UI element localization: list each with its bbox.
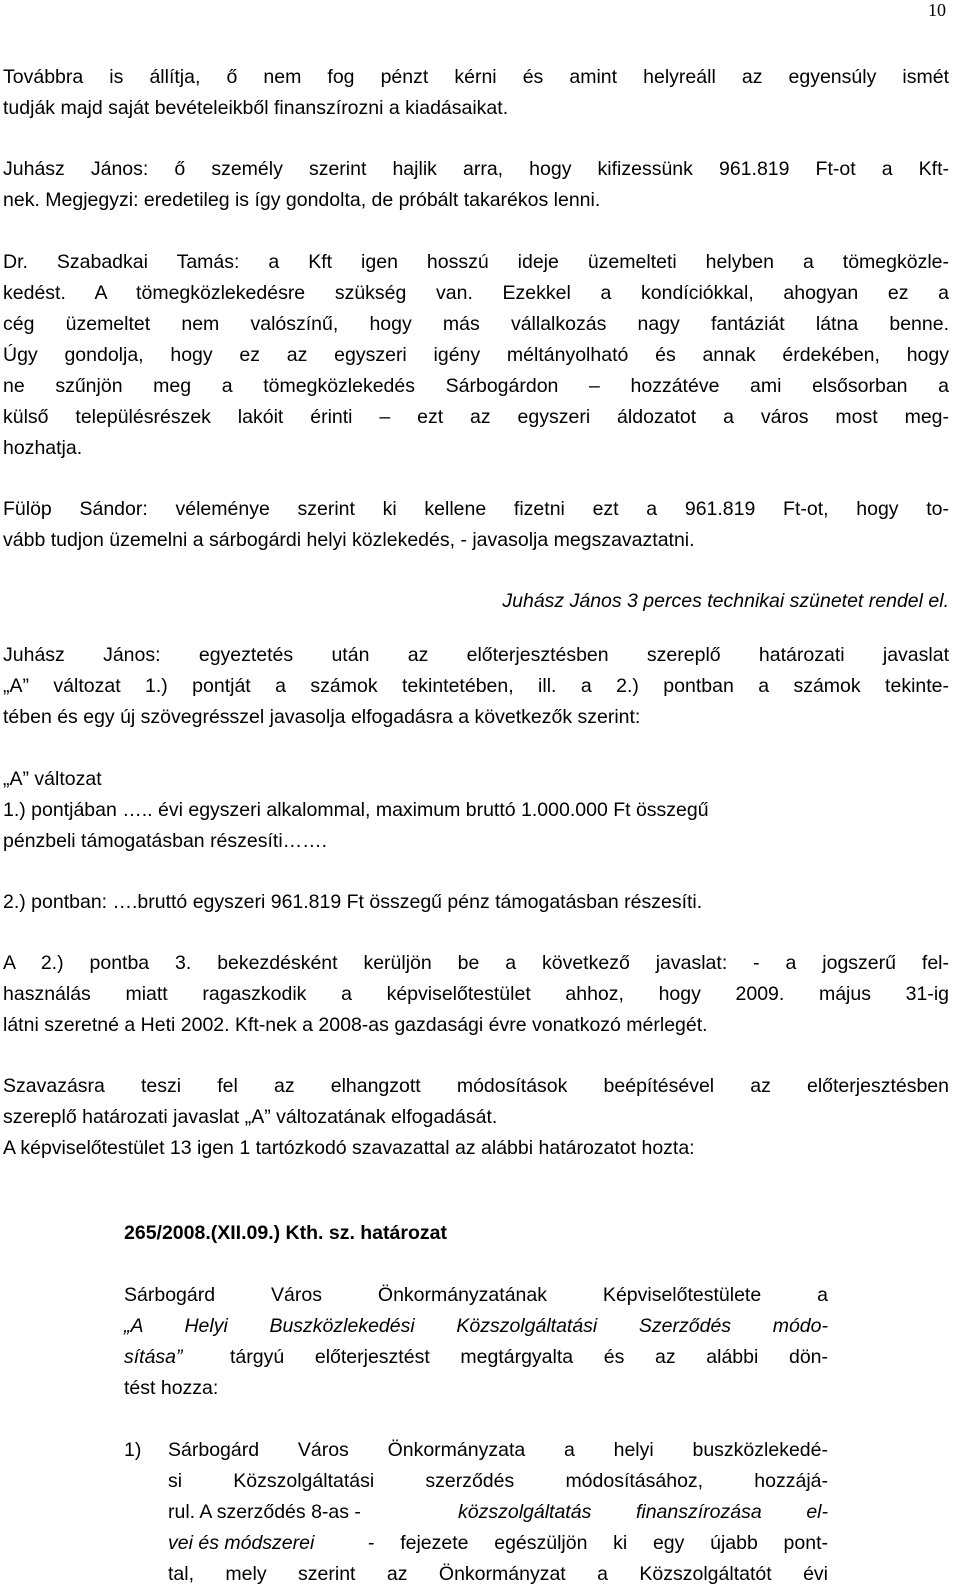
list-item-text: tal, mely szerint az Önkormányzat a Közszolgáltatót évi [168,1563,828,1585]
text-line: „A” változat 1.) pontját a számok tekintetében, ill. a 2.) pontban a számok tekinte- [3,675,949,697]
text-line: külső településrészek lakóit érinti – ezt az egyszeri áldozatot a város most meg- [3,406,949,428]
text-line: hozhatja. [3,437,83,459]
text-line: A képviselőtestület 13 igen 1 tartózkodó szavazattal az alábbi határozatot hozta: [3,1137,695,1159]
text-line: kedést. A tömegközlekedésre szükség van. Ezekkel a kondíciókkal, ahogyan ez a [3,282,949,304]
document-title: sítása” [124,1346,183,1368]
page-number: 10 [928,0,946,20]
text-line: pénzbeli támogatásban részesíti……. [3,830,328,852]
procedural-note: Juhász János 3 perces technikai szünetet rendel el. [502,590,949,612]
list-item-text: - fejezete egészüljön ki egy újabb pont- [368,1532,828,1554]
list-item-text: Sárbogárd Város Önkormányzata a helyi buszközlekedé- [168,1439,828,1461]
list-item-text: vei és módszerei [168,1532,315,1554]
text-line: szereplő határozati javaslat „A” változatának elfogadását. [3,1106,498,1128]
text-line: tében és egy új szövegrésszel javasolja elfogadásra a következők szerint: [3,706,641,728]
list-item-text: közszolgáltatás finanszírozása el- [458,1501,828,1523]
text-line: Dr. Szabadkai Tamás: a Kft igen hosszú ideje üzemelteti helyben a tömegközle- [3,251,949,273]
resolution-number: 265/2008.(XII.09.) Kth. sz. határozat [124,1222,447,1244]
text-line: tudják majd saját bevételeikből finanszírozni a kiadásaikat. [3,97,509,119]
document-title: „A Helyi Buszközlekedési Közszolgáltatási Szerződés módo- [124,1315,828,1337]
text-line: tést hozza: [124,1377,219,1399]
text-line: cég üzemeltet nem valószínű, hogy más vállalkozás nagy fantáziát látna benne. [3,313,949,335]
text-line: tárgyú előterjesztést megtárgyalta és az alábbi dön- [230,1346,828,1368]
text-line: Fülöp Sándor: véleménye szerint ki kellene fizetni ezt a 961.819 Ft-ot, hogy to- [3,498,949,520]
text-line: Úgy gondolja, hogy ez az egyszeri igény méltányolható és annak érdekében, hogy [3,344,949,366]
variant-heading: „A” változat [3,768,102,790]
text-line: használás miatt ragaszkodik a képviselőtestület ahhoz, hogy 2009. május 31-ig [3,983,949,1005]
text-line: A 2.) pontba 3. bekezdésként kerüljön be a következő javaslat: - a jogszerű fel- [3,952,949,974]
text-line: Továbbra is állítja, ő nem fog pénzt kérni és amint helyreáll az egyensúly ismét [3,66,949,88]
text-line: 2.) pontban: ….bruttó egyszeri 961.819 Ft összegű pénz támogatásban részesíti. [3,891,703,913]
text-line: látni szeretné a Heti 2002. Kft-nek a 2008-as gazdasági évre vonatkozó mérlegét. [3,1014,708,1036]
text-line: ne szűnjön meg a tömegközlekedés Sárbogárdon – hozzátéve ami elsősorban a [3,375,949,397]
text-line: Juhász János: egyeztetés után az előterjesztésben szereplő határozati javaslat [3,644,949,666]
text-line: nek. Megjegyzi: eredetileg is így gondolta, de próbált takarékos lenni. [3,189,601,211]
list-item-number: 1) [124,1439,142,1461]
list-item-text: si Közszolgáltatási szerződés módosításához, hozzájá- [168,1470,828,1492]
text-line: Szavazásra teszi fel az elhangzott módosítások beépítésével az előterjesztésben [3,1075,949,1097]
text-line: Juhász János: ő személy szerint hajlik arra, hogy kifizessünk 961.819 Ft-ot a Kft- [3,158,949,180]
list-item-text: rul. A szerződés 8-as - [168,1501,361,1523]
text-line: Sárbogárd Város Önkormányzatának Képviselőtestülete a [124,1284,828,1306]
text-line: 1.) pontjában ….. évi egyszeri alkalommal, maximum bruttó 1.000.000 Ft összegű [3,799,709,821]
text-line: vább tudjon üzemelni a sárbogárdi helyi közlekedés, - javasolja megszavaztatni. [3,529,695,551]
